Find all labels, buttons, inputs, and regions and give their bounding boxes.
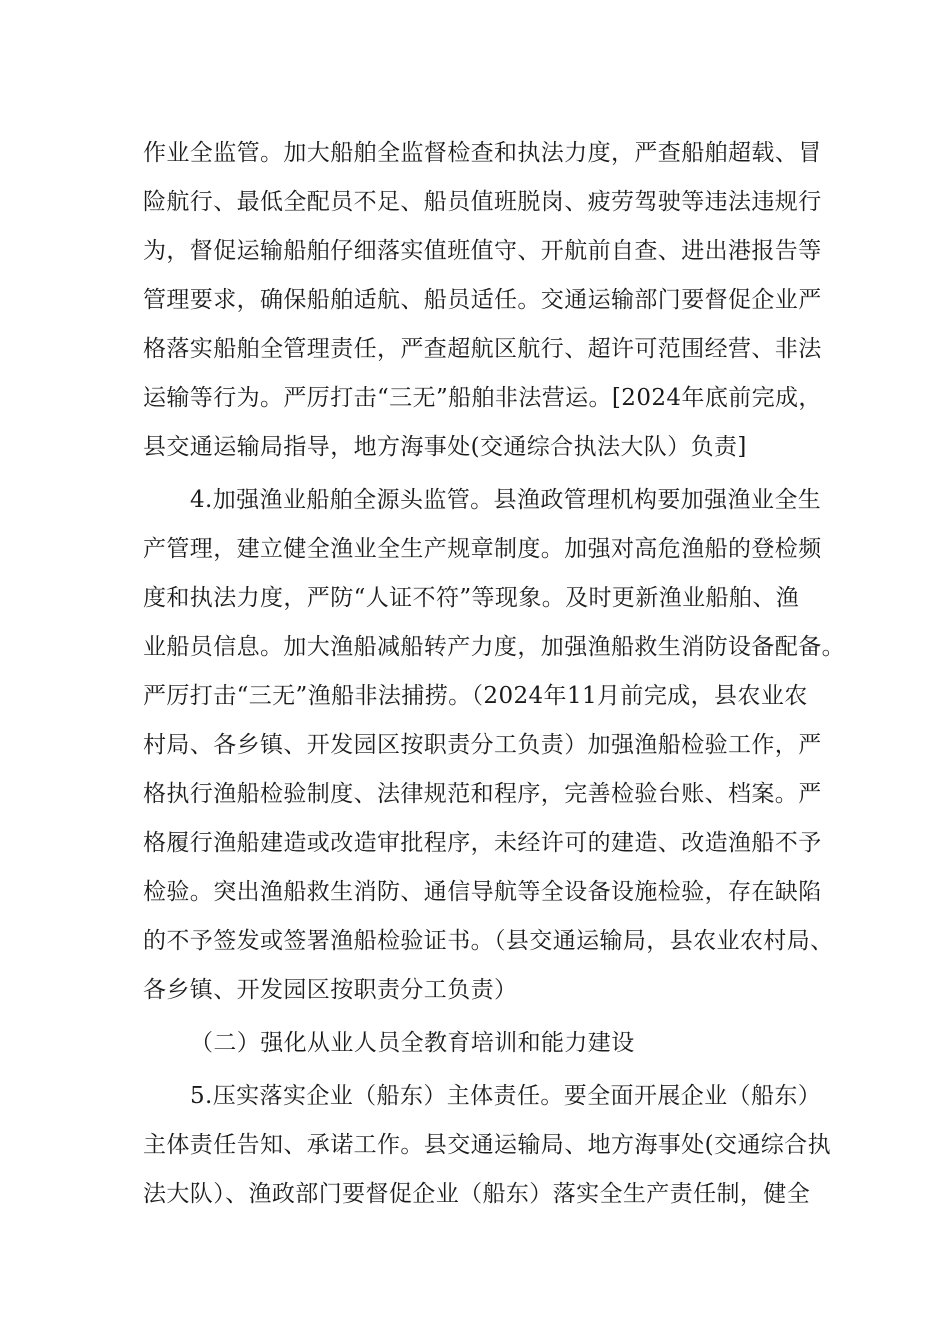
text-line: 运输等行为。严厉打击“三无”船舶非法营运。[2024年底前完成， bbox=[143, 385, 822, 411]
text-line: 县交通运输局指导，地方海事处(交通综合执法大队）负责] bbox=[143, 434, 747, 460]
text-line: 格执行渔船检验制度、法律规范和程序，完善检验台账、档案。严 bbox=[143, 781, 822, 807]
text-line: 主体责任告知、承诺工作。县交通运输局、地方海事处(交通综合执 bbox=[143, 1132, 831, 1158]
section-heading-2: （二）强化从业人员全教育培训和能力建设 bbox=[190, 1030, 635, 1056]
text-line: 险航行、最低全配员不足、船员值班脱岗、疲劳驾驶等违法违规行 bbox=[143, 189, 822, 215]
text-line: 格履行渔船建造或改造审批程序，未经许可的建造、改造渔船不予 bbox=[143, 830, 822, 856]
text-line: 为，督促运输船舶仔细落实值班值守、开航前自查、进出港报告等 bbox=[143, 238, 822, 264]
text-line: 度和执法力度，严防“人证不符”等现象。及时更新渔业船舶、渔 bbox=[143, 585, 800, 611]
text-line: 严厉打击“三无”渔船非法捕捞。（2024年11月前完成，县农业农 bbox=[143, 683, 808, 709]
text-line: 法大队）、渔政部门要督促企业（船东）落实全生产责任制，健全 bbox=[143, 1181, 811, 1207]
text-line: 检验。突出渔船救生消防、通信导航等全设备设施检验，存在缺陷 bbox=[143, 879, 822, 905]
text-line: 各乡镇、开发园区按职责分工负责） bbox=[143, 977, 518, 1003]
text-line: 作业全监管。加大船舶全监督检查和执法力度，严查船舶超载、冒 bbox=[143, 140, 822, 166]
text-line: 格落实船舶全管理责任，严查超航区航行、超许可范围经营、非法 bbox=[143, 336, 822, 362]
paragraph-heading-4: 4.加强渔业船舶全源头监管。县渔政管理机构要加强渔业全生 bbox=[190, 487, 822, 513]
text-line: 产管理，建立健全渔业全生产规章制度。加强对高危渔船的登检频 bbox=[143, 536, 822, 562]
paragraph-heading-5: 5.压实落实企业（船东）主体责任。要全面开展企业（船东） bbox=[190, 1083, 822, 1109]
text-line: 的不予签发或签署渔船检验证书。（县交通运输局，县农业农村局、 bbox=[143, 928, 834, 954]
text-line: 村局、各乡镇、开发园区按职责分工负责）加强渔船检验工作，严 bbox=[143, 732, 822, 758]
text-line: 业船员信息。加大渔船减船转产力度，加强渔船救生消防设备配备。 bbox=[143, 634, 845, 660]
text-line: 管理要求，确保船舶适航、船员适任。交通运输部门要督促企业严 bbox=[143, 287, 822, 313]
